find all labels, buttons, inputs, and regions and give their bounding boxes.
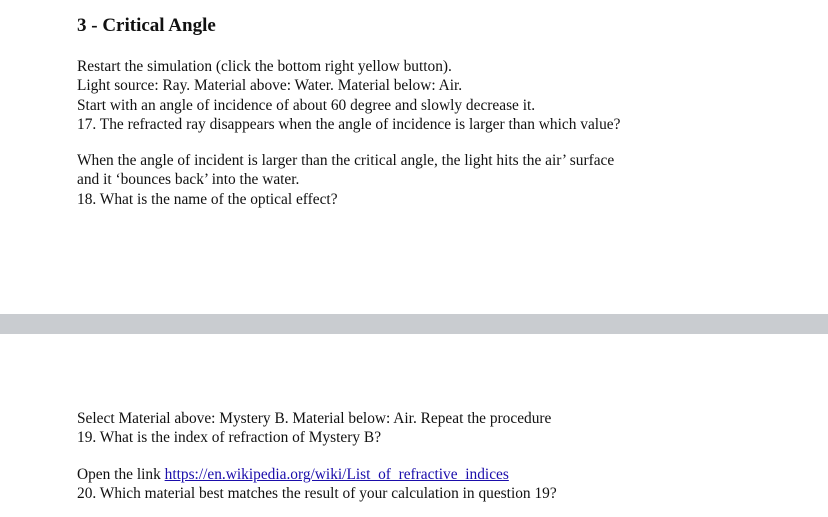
mystery-material-paragraph — [77, 409, 551, 448]
wikipedia-refractive-indices-link[interactable]: https://en.wikipedia.org/wiki/List_of_refractive_indices — [164, 466, 509, 483]
section-heading: 3 - Critical Angle — [77, 15, 216, 36]
text-line: Restart the simulation (click the bottom right yellow button). — [77, 58, 452, 75]
question-19: 19. What is the index of refraction of Mystery B? — [77, 429, 382, 447]
link-line — [77, 465, 557, 484]
explanation-paragraph — [77, 151, 614, 209]
link-paragraph — [77, 465, 557, 504]
page-separator — [0, 314, 828, 334]
question-20: 20. Which material best matches the result of your calculation in question 19? — [77, 485, 557, 503]
question-18: 18. What is the name of the optical effect? — [77, 190, 338, 208]
text-line: and it ‘bounces back’ into the water. — [77, 171, 300, 189]
text-line: Select Material above: Mystery B. Material below: Air. Repeat the procedure — [77, 410, 552, 427]
text-line: When the angle of incident is larger than the critical angle, the light hits the air’ surface — [77, 152, 615, 169]
text-line: Start with an angle of incidence of about 60 degree and slowly decrease it. — [77, 96, 536, 114]
instructions-paragraph — [77, 57, 620, 134]
question-17: 17. The refracted ray disappears when the angle of incidence is larger than which value? — [77, 115, 621, 133]
link-prefix: Open the link — [77, 466, 165, 483]
document-page-2 — [0, 334, 828, 517]
text-line: Light source: Ray. Material above: Water. Material below: Air. — [77, 77, 463, 95]
